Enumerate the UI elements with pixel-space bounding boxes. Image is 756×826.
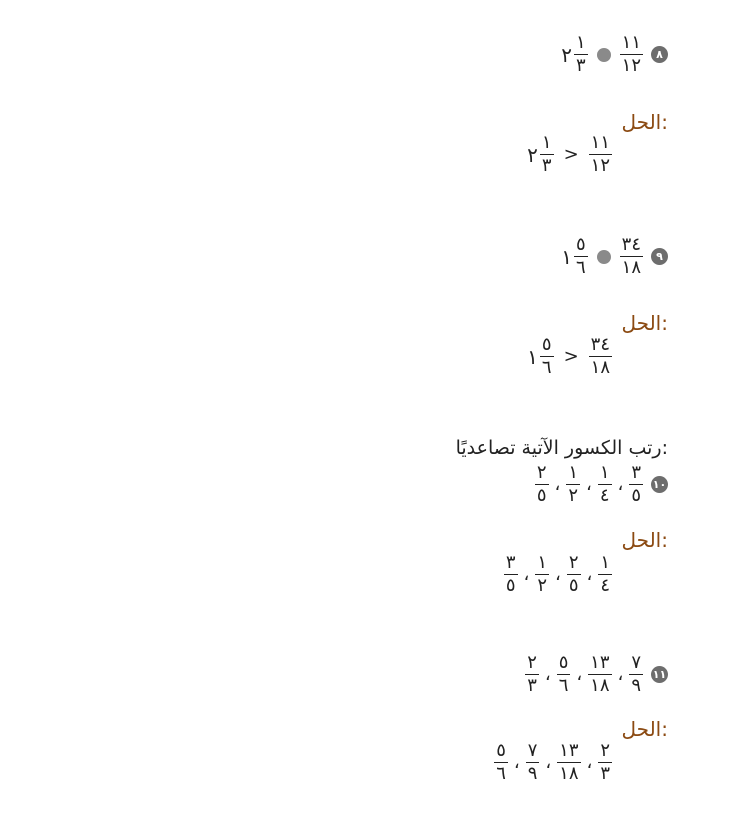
question-number-badge: ٨ xyxy=(651,46,668,63)
question-10 xyxy=(533,464,668,505)
separator: ، xyxy=(617,474,624,495)
fraction-numerator: ١ xyxy=(537,552,548,573)
fraction-numerator: ٢ xyxy=(600,740,610,761)
separator: ، xyxy=(513,752,520,773)
fraction-denominator: ٤ xyxy=(599,485,610,506)
solution-label: الحل: xyxy=(621,311,668,335)
fraction-numerator: ٥ xyxy=(575,234,586,255)
fraction-numerator: ٥ xyxy=(496,740,506,761)
fraction-denominator: ٦ xyxy=(558,675,569,696)
fraction-numerator: ١٣ xyxy=(590,652,610,673)
fraction xyxy=(629,464,643,505)
separator: ، xyxy=(586,752,593,773)
fraction-denominator: ١٨ xyxy=(559,763,579,784)
fraction xyxy=(535,464,549,505)
question-9 xyxy=(557,236,668,277)
question-number-badge: ١١ xyxy=(652,668,667,681)
fraction-denominator: ٩ xyxy=(631,675,641,696)
fraction-denominator: ٦ xyxy=(575,257,586,278)
fraction-denominator: ٢ xyxy=(537,575,548,596)
separator: ، xyxy=(523,564,530,585)
fraction xyxy=(588,654,611,695)
separator: ، xyxy=(586,564,593,585)
fraction-numerator: ١١ xyxy=(621,32,641,53)
fraction-denominator: ٣ xyxy=(541,155,552,176)
comparison-operator: > xyxy=(563,144,579,165)
fraction xyxy=(589,336,612,377)
fraction xyxy=(557,654,571,695)
fraction-denominator: ٢ xyxy=(568,485,579,506)
fraction-numerator: ٢ xyxy=(568,552,579,573)
fraction-numerator: ٥ xyxy=(558,652,569,673)
fraction xyxy=(629,654,643,695)
fraction-numerator: ٣ xyxy=(631,462,641,483)
fraction-denominator: ٦ xyxy=(541,357,552,378)
fraction-numerator: ١ xyxy=(599,462,610,483)
fraction xyxy=(598,554,612,595)
fraction-numerator: ١٣ xyxy=(559,740,579,761)
fraction-denominator: ٤ xyxy=(600,575,610,596)
fraction xyxy=(598,464,612,505)
separator: ، xyxy=(576,664,583,685)
question-8 xyxy=(557,34,668,75)
fraction-denominator: ٣ xyxy=(527,675,537,696)
fraction-denominator: ٦ xyxy=(496,763,506,784)
separator: ، xyxy=(554,474,561,495)
fraction-denominator: ١٨ xyxy=(621,257,641,278)
separator: ، xyxy=(545,752,552,773)
fraction-denominator: ٥ xyxy=(505,575,516,596)
fraction-numerator: ٣٤ xyxy=(621,234,641,255)
comparison-placeholder-dot xyxy=(597,250,611,264)
fraction xyxy=(598,742,612,783)
fraction-denominator: ٩ xyxy=(527,763,538,784)
fraction-numerator: ٧ xyxy=(631,652,641,673)
fraction-numerator: ٥ xyxy=(541,334,552,355)
question-11 xyxy=(523,654,668,695)
fraction-denominator: ١٨ xyxy=(590,675,610,696)
separator: ، xyxy=(555,564,561,585)
mixed-number: $\frac{٥}{٦}$ ١ xyxy=(561,234,586,278)
fraction-denominator: ١٢ xyxy=(590,155,610,176)
fraction-numerator: ٣ xyxy=(505,552,516,573)
fraction-numerator: ٢ xyxy=(527,652,537,673)
fraction-numerator: ١ xyxy=(600,552,610,573)
fraction-denominator: ٥ xyxy=(631,485,641,506)
instruction-text: رتب الكسور الآتية تصاعديًا: xyxy=(455,437,668,459)
question-number-badge: ٩ xyxy=(651,248,668,265)
fraction xyxy=(566,464,580,505)
fraction xyxy=(620,236,643,277)
separator: ، xyxy=(617,664,624,685)
separator: ، xyxy=(586,474,592,495)
question-number-badge: ١٠ xyxy=(652,478,667,491)
fraction xyxy=(567,554,581,595)
mixed-number: $\frac{١}{٣}$ ٢ xyxy=(561,32,586,76)
fraction xyxy=(574,236,588,277)
mixed-number: $\frac{١}{٣}$ ٢ xyxy=(527,132,552,176)
fraction-denominator: ١٨ xyxy=(590,357,610,378)
fraction xyxy=(535,554,549,595)
fraction xyxy=(620,34,643,75)
fraction-numerator: ١ xyxy=(575,32,586,53)
fraction-numerator: ٧ xyxy=(527,740,538,761)
comparison-placeholder-dot xyxy=(597,48,611,62)
answer-8 xyxy=(523,134,614,175)
comparison-operator: > xyxy=(563,346,579,367)
fraction xyxy=(557,742,580,783)
fraction xyxy=(540,336,554,377)
answer-9 xyxy=(523,336,614,377)
fraction xyxy=(526,742,540,783)
solution-label: الحل: xyxy=(621,717,668,741)
solution-label: الحل: xyxy=(621,110,668,134)
fraction-numerator: ٢ xyxy=(536,462,547,483)
answer-10 xyxy=(502,554,614,595)
fraction-numerator: ١١ xyxy=(590,132,610,153)
fraction-numerator: ١ xyxy=(568,462,579,483)
fraction-denominator: ٣ xyxy=(600,763,610,784)
fraction xyxy=(574,34,588,75)
fraction xyxy=(589,134,612,175)
fraction-denominator: ١٢ xyxy=(621,55,641,76)
separator: ، xyxy=(544,664,551,685)
fraction xyxy=(540,134,554,175)
fraction-denominator: ٥ xyxy=(536,485,547,506)
fraction-numerator: ١ xyxy=(541,132,552,153)
answer-11 xyxy=(492,742,614,783)
mixed-number: $\frac{٥}{٦}$ ١ xyxy=(527,334,552,378)
fraction xyxy=(494,742,508,783)
fraction-denominator: ٥ xyxy=(568,575,579,596)
solution-label: الحل: xyxy=(621,528,668,552)
fraction-denominator: ٣ xyxy=(575,55,586,76)
fraction-numerator: ٣٤ xyxy=(590,334,610,355)
fraction xyxy=(504,554,518,595)
fraction xyxy=(525,654,539,695)
